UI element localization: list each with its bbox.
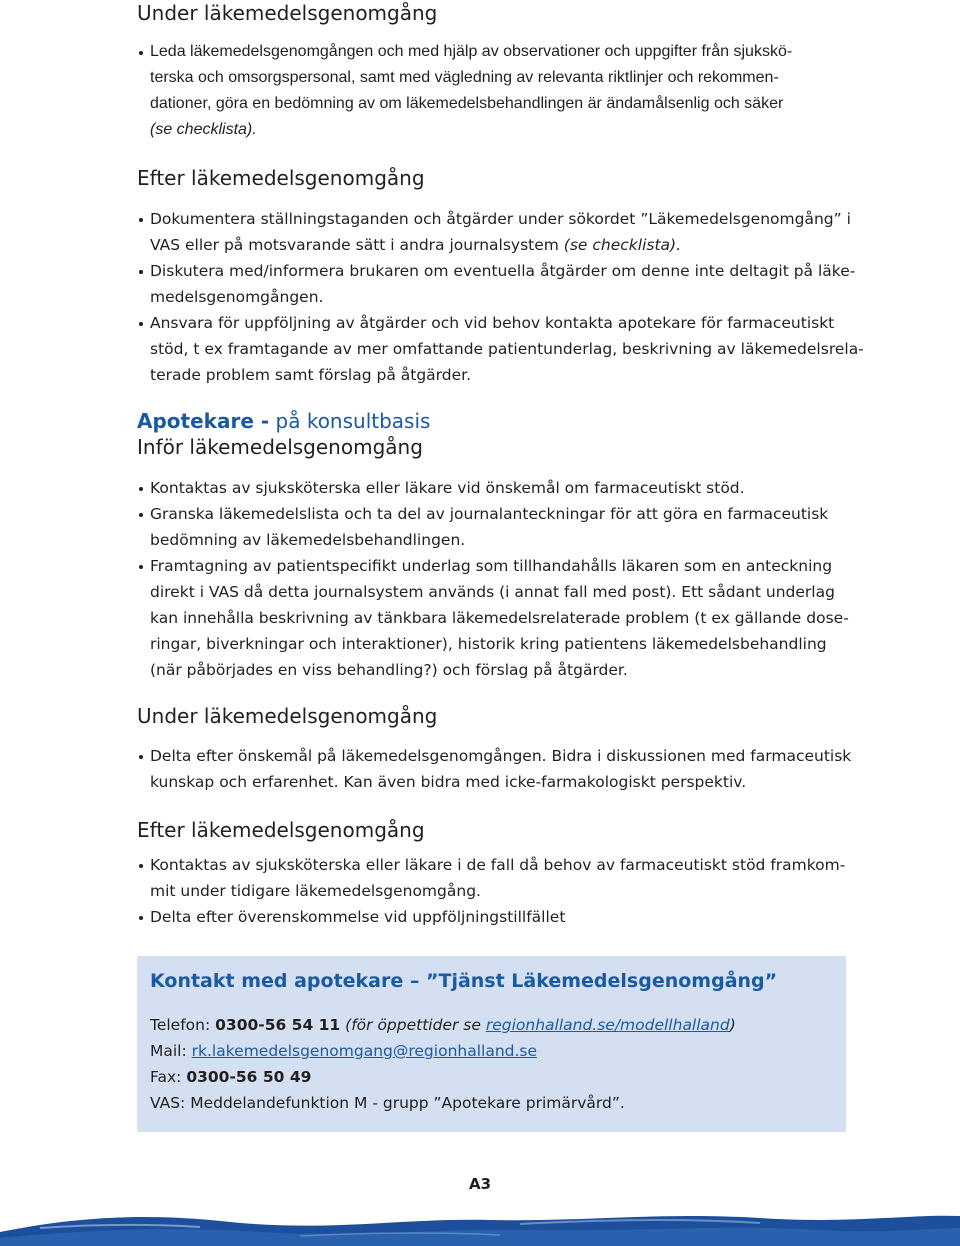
page-number: A3 xyxy=(468,1175,492,1193)
contact-mail-line: Mail: rk.lakemedelsgenomgang@regionhalland.se xyxy=(150,1042,538,1060)
heading-infor-lmg: Inför läkemedelsgenomgång xyxy=(137,435,423,459)
list-item: Framtagning av patientspecifikt underlag som tillhandahålls läkaren som en anteckning direkt i VAS då detta journalsystem används (i annat fall med post). Ett sådant underlag kan innehålla beskrivning av tänkbara läkemedelsrelaterade problem (t ex gällande dose- ringar, biverkningar och interaktioner), historik kring patientens läkemedelsbehandling (när påbörjades en viss behandling?) och förslag på åtgärder. xyxy=(137,553,857,683)
list-under-lmg-1 xyxy=(137,39,857,143)
list-item: Kontaktas av sjuksköterska eller läkare i de fall då behov av farmaceutiskt stöd framkom- mit under tidigare läkemedelsgenomgång. xyxy=(137,852,857,904)
email-link[interactable]: rk.lakemedelsgenomgang@regionhalland.se xyxy=(191,1042,538,1060)
contact-title: Kontakt med apotekare – ”Tjänst Läkemedelsgenomgång” xyxy=(150,970,778,992)
list-infor-lmg xyxy=(137,475,857,683)
contact-vas-line: VAS: Meddelandefunktion M - grupp ”Apotekare primärvård”. xyxy=(150,1094,625,1112)
list-item: Kontaktas av sjuksköterska eller läkare vid önskemål om farmaceutiskt stöd. xyxy=(137,475,857,501)
list-item: Granska läkemedelslista och ta del av journalanteckningar för att göra en farmaceutisk bedömning av läkemedelsbehandlingen. xyxy=(137,501,857,553)
list-under-lmg-2 xyxy=(137,743,857,795)
heading-under-lmg-1: Under läkemedelsgenomgång xyxy=(137,1,438,25)
contact-box xyxy=(137,956,846,1132)
list-item: Dokumentera ställningstaganden och åtgärder under sökordet ”Läkemedelsgenomgång” i VAS eller på motsvarande sätt i andra journalsystem (se checklista). xyxy=(137,206,857,258)
heading-efter-lmg-1: Efter läkemedelsgenomgång xyxy=(137,166,425,190)
fax-number: 0300-56 50 49 xyxy=(186,1068,312,1086)
heading-under-lmg-2: Under läkemedelsgenomgång xyxy=(137,704,438,728)
list-item: Leda läkemedelsgenomgången och med hjälp av observationer och uppgifter från sjukskö- terska och omsorgspersonal, samt med vägledning av relevanta riktlinjer och rekommen- dationer, göra en bedömning av om läkemedelsbehandlingen är ändamålsenlig och säker (se checklista). xyxy=(137,39,857,143)
list-item: Ansvara för uppföljning av åtgärder och vid behov kontakta apotekare för farmaceutiskt stöd, t ex framtagande av mer omfattande patientunderlag, beskrivning av läkemedelsrela- terade problem samt förslag på åtgärder. xyxy=(137,310,857,388)
heading-efter-lmg-2: Efter läkemedelsgenomgång xyxy=(137,818,425,842)
list-item: Diskutera med/informera brukaren om eventuella åtgärder om denne inte deltagit på läke- medelsgenomgången. xyxy=(137,258,857,310)
modellhalland-link[interactable]: regionhalland.se/modellhalland xyxy=(485,1016,730,1034)
phone-number: 0300-56 54 11 xyxy=(215,1016,341,1034)
contact-fax-line: Fax: 0300-56 50 49 xyxy=(150,1068,312,1086)
list-item: Delta efter överenskommelse vid uppföljningstillfället xyxy=(137,904,857,930)
decorative-wave-graphic xyxy=(0,1208,960,1246)
contact-lines xyxy=(150,1012,736,1116)
list-efter-lmg-2 xyxy=(137,852,857,930)
contact-phone-line: Telefon: 0300-56 54 11 (för öppettider se regionhalland.se/modellhalland) xyxy=(150,1016,736,1034)
list-item: Delta efter önskemål på läkemedelsgenomgången. Bidra i diskussionen med farmaceutisk kunskap och erfarenhet. Kan även bidra med icke-farmakologiskt perspektiv. xyxy=(137,743,857,795)
heading-apotekare: Apotekare - på konsultbasis xyxy=(137,409,431,433)
list-efter-lmg-1 xyxy=(137,206,864,388)
